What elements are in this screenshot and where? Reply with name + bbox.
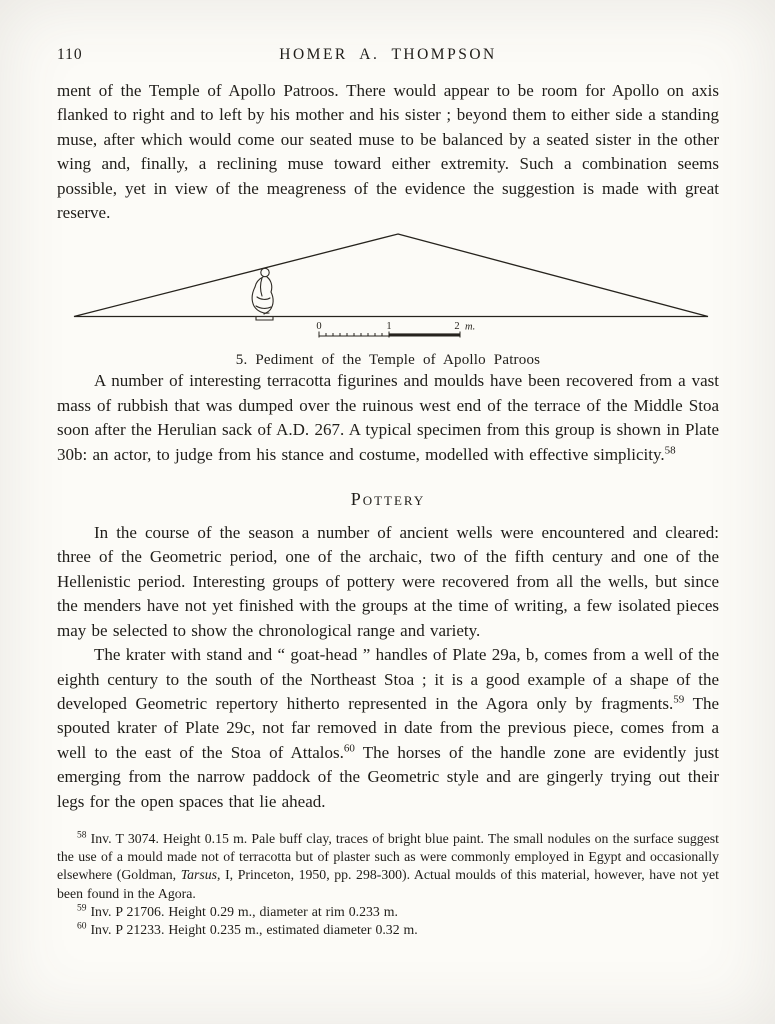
- paragraph-text: The horses of the handle zone are evidently just emerging from the narrow paddock of the Geometric style and are gingerly trying out their legs for the open spaces that lie ahead.: [57, 742, 719, 811]
- footnote-text: Inv. P 21233. Height 0.235 m., estimated diameter 0.32 m.: [86, 921, 418, 937]
- paragraph-text: The krater with stand and “ goat-head ” handles of Plate 29a, b, comes from a well of the eighth century to the south of the Northeast Stoa ; it is a good example of a shape of the developed Geometric repertory hitherto represented in the Agora only by fragments.: [57, 645, 719, 713]
- figure-pediment: [57, 229, 719, 369]
- pediment-figure-sketch: [252, 269, 275, 321]
- paragraph-krater: [57, 643, 719, 814]
- paragraph-terracotta-figurines: [57, 369, 719, 467]
- section-heading-pottery: Pottery: [350, 489, 426, 510]
- figure-caption: 5. Pediment of the Temple of Apollo Patroos: [235, 352, 541, 369]
- footnote-marker-58: 58: [77, 830, 87, 841]
- running-head-title: HOMER A. THOMPSON: [279, 46, 497, 63]
- footnote-text: Inv. T 3074. Height 0.15 m. Pale buff clay, traces of bright blue paint. The small nodules on the surface suggest the use of a mould made not of terracotta but of plaster such as were commonly employed in Egypt and occasionally elsewhere (Goldman,: [57, 830, 719, 883]
- pediment-triangle: [74, 234, 708, 317]
- running-header: [57, 46, 719, 68]
- footnote-59: [57, 903, 719, 921]
- footnote-text: Inv. P 21706. Height 0.29 m., diameter at rim 0.233 m.: [86, 903, 398, 919]
- scale-bar: [319, 332, 460, 338]
- scale-unit-label: m.: [464, 321, 475, 333]
- footnote-60: [57, 921, 719, 939]
- footnotes-section: [57, 830, 719, 939]
- page-number: 110: [57, 46, 83, 63]
- footnote-ref-59: 59: [673, 693, 685, 706]
- scale-label-0: 0: [315, 321, 322, 333]
- paragraph-wells: In the course of the season a number of ancient wells were encountered and cleared: three of the Geometric period, one of the archaic, two of the fifth century and one of the Hellenistic period. Interesting groups of pottery were recovered from all the wells, but since the menders have not yet finished with the groups at the time of writing, a few isolated pieces may be selected to show the chronological range and variety.: [57, 523, 719, 640]
- footnote-marker-59: 59: [77, 903, 87, 914]
- pediment-drawing: [58, 229, 719, 343]
- footnote-58: [57, 830, 719, 903]
- footnote-ref-60: 60: [343, 742, 355, 755]
- paragraph-text: A number of interesting terracotta figurines and moulds have been recovered from a vast mass of rubbish that was dumped over the ruinous west end of the terrace of the Middle Stoa soon after the Herulian sack of A.D. 267. A typical specimen from this group is shown in Plate 30b: an actor, to judge from his stance and costume, modelled with effective simplicity.: [57, 371, 719, 464]
- footnote-text: , I, Princeton, 1950, pp. 298-300). Actual moulds of this material, however, have not yet been found in the Agora.: [57, 867, 719, 901]
- scale-label-2: 2: [453, 321, 460, 333]
- footnote-marker-60: 60: [77, 921, 87, 932]
- footnote-italic-title: Tarsus: [180, 867, 218, 883]
- scale-label-1: 1: [385, 321, 392, 333]
- footnote-ref-58: 58: [664, 444, 676, 456]
- paragraph-pediment-reconstruction: ment of the Temple of Apollo Patroos. There would appear to be room for Apollo on axis flanked to right and to left by his mother and his sister ; beyond them to either side a standing muse, after which would come our seated muse to be balanced by a seated sister in the other wing and, finally, a reclining muse toward either extremity. Such a combination seems possible, yet in view of the meagreness of the evidence the suggestion is made with great reserve.: [57, 81, 719, 223]
- paragraph-text: The spouted krater of Plate 29c, not far removed in date from the previous piece, comes from a well to the east of the Stoa of Attalos.: [57, 693, 720, 762]
